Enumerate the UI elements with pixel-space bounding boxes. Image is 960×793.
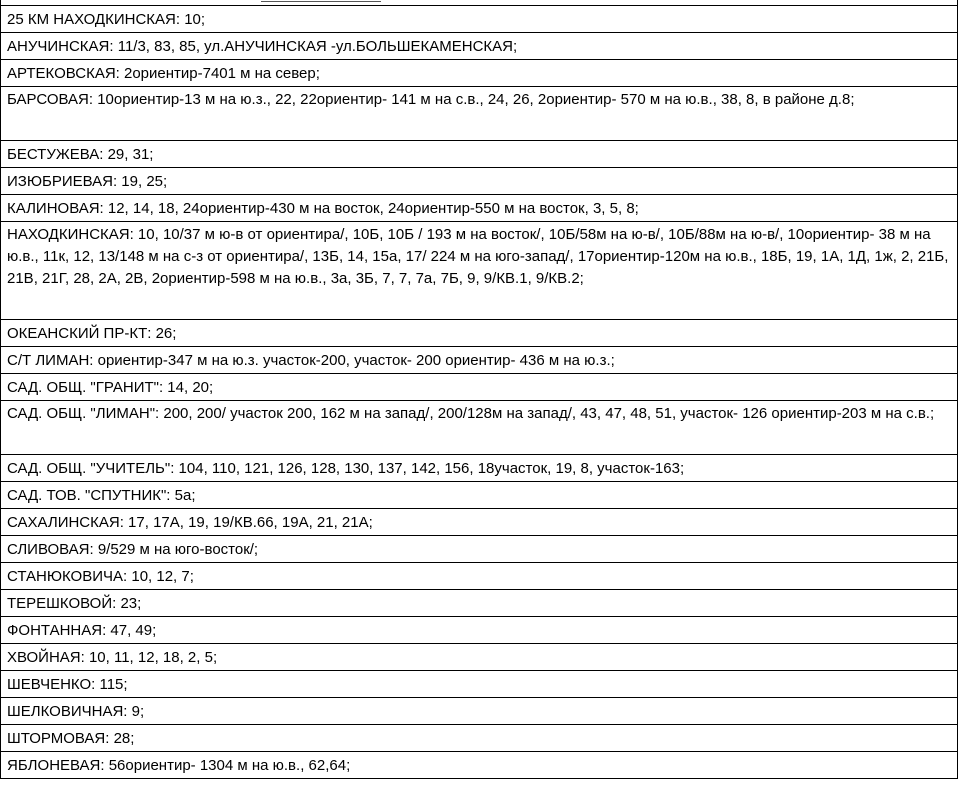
table-row: САД. ОБЩ. "ЛИМАН": 200, 200/ участок 200, 162 м на запад/, 200/128м на запад/, 43, 47, 48, 51, участок- 126 ориентир-203 м на с.в.; (1, 401, 957, 455)
table-row: 25 КМ НАХОДКИНСКАЯ: 10; (1, 6, 957, 33)
table-row: АНУЧИНСКАЯ: 11/3, 83, 85, ул.АНУЧИНСКАЯ -ул.БОЛЬШЕКАМЕНСКАЯ; (1, 33, 957, 60)
table-row: ТЕРЕШКОВОЙ: 23; (1, 590, 957, 617)
table-row: БЕСТУЖЕВА: 29, 31; (1, 141, 957, 168)
table-row: ОКЕАНСКИЙ ПР-КТ: 26; (1, 320, 957, 347)
cropped-previous-row (261, 0, 381, 2)
table-top-edge (1, 0, 957, 6)
table-row: НАХОДКИНСКАЯ: 10, 10/37 м ю-в от ориентира/, 10Б, 10Б / 193 м на восток/, 10Б/58м на ю-в/, 10Б/88м на ю-в/, 10ориентир- 38 м на ю.в., 11к, 12, 13/148 м на с-з от ориентира/, 13Б, 14, 15а, 17/ 224 м на юго-запад/, 17ориентир-120м на ю.в., 18Б, 19, 1А, 1Д, 1ж, 2, 21Б, 21В, 21Г, 28, 2А, 2В, 2ориентир-598 м на ю.в., 3а, 3Б, 7, 7, 7а, 7Б, 9, 9/КВ.1, 9/КВ.2; (1, 222, 957, 320)
table-row: АРТЕКОВСКАЯ: 2ориентир-7401 м на север; (1, 60, 957, 87)
table-row: ШЕЛКОВИЧНАЯ: 9; (1, 698, 957, 725)
table-row: ШТОРМОВАЯ: 28; (1, 725, 957, 752)
table-row: ФОНТАННАЯ: 47, 49; (1, 617, 957, 644)
table-rows (1, 6, 957, 779)
table-row: СЛИВОВАЯ: 9/529 м на юго-восток/; (1, 536, 957, 563)
table-row: САД. ТОВ. "СПУТНИК": 5а; (1, 482, 957, 509)
table-row: ШЕВЧЕНКО: 115; (1, 671, 957, 698)
table-row: ИЗЮБРИЕВАЯ: 19, 25; (1, 168, 957, 195)
table-row: САД. ОБЩ. "ГРАНИТ": 14, 20; (1, 374, 957, 401)
table-row: СТАНЮКОВИЧА: 10, 12, 7; (1, 563, 957, 590)
table-row: ХВОЙНАЯ: 10, 11, 12, 18, 2, 5; (1, 644, 957, 671)
table-row: БАРСОВАЯ: 10ориентир-13 м на ю.з., 22, 22ориентир- 141 м на с.в., 24, 26, 2ориентир- 570 м на ю.в., 38, 8, в районе д.8; (1, 87, 957, 141)
table-row: ЯБЛОНЕВАЯ: 56ориентир- 1304 м на ю.в., 62,64; (1, 752, 957, 779)
table-row: С/Т ЛИМАН: ориентир-347 м на ю.з. участок-200, участок- 200 ориентир- 436 м на ю.з.; (1, 347, 957, 374)
table-row: КАЛИНОВАЯ: 12, 14, 18, 24ориентир-430 м на восток, 24ориентир-550 м на восток, 3, 5, 8; (1, 195, 957, 222)
table-row: САХАЛИНСКАЯ: 17, 17А, 19, 19/КВ.66, 19А, 21, 21А; (1, 509, 957, 536)
table-row: САД. ОБЩ. "УЧИТЕЛЬ": 104, 110, 121, 126, 128, 130, 137, 142, 156, 18участок, 19, 8, участок-163; (1, 455, 957, 482)
